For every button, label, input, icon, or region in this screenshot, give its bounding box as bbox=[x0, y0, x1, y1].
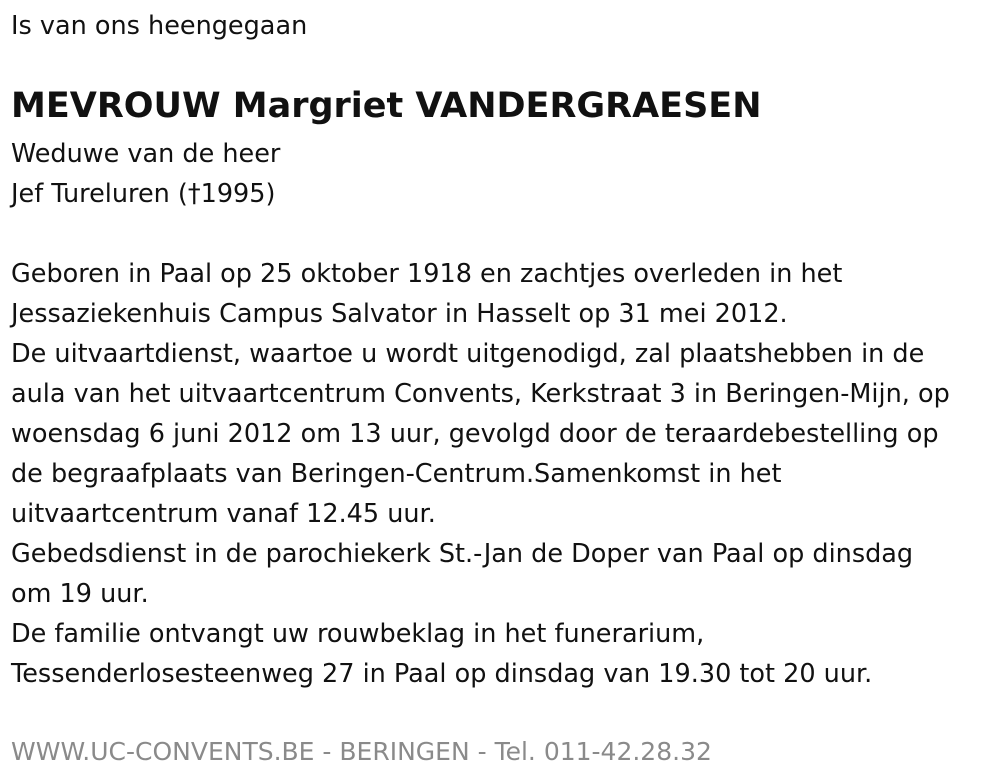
deceased-name: MEVROUW Margriet VANDERGRAESEN bbox=[11, 86, 762, 126]
body-line: De uitvaartdienst, waartoe u wordt uitgenodigd, zal plaatshebben in de bbox=[11, 339, 925, 369]
body-line: De familie ontvangt uw rouwbeklag in het funerarium, bbox=[11, 619, 705, 649]
body-line: Geboren in Paal op 25 oktober 1918 en zachtjes overleden in het bbox=[11, 259, 843, 289]
footer-contact: WWW.UC-CONVENTS.BE - BERINGEN - Tel. 011-42.28.32 bbox=[11, 737, 712, 766]
body-line: Gebedsdienst in de parochiekerk St.-Jan de Doper van Paal op dinsdag bbox=[11, 539, 914, 569]
body-line: Tessenderlosesteenweg 27 in Paal op dinsdag van 19.30 tot 20 uur. bbox=[11, 659, 873, 689]
notice-body bbox=[11, 254, 950, 694]
body-line: om 19 uur. bbox=[11, 579, 149, 609]
body-line: woensdag 6 juni 2012 om 13 uur, gevolgd door de teraardebestelling op bbox=[11, 419, 939, 449]
spouse-line: Weduwe van de heer bbox=[11, 139, 281, 169]
spouse-line: Jef Tureluren (†1995) bbox=[11, 179, 276, 209]
spouse-block bbox=[11, 134, 280, 214]
body-line: uitvaartcentrum vanaf 12.45 uur. bbox=[11, 499, 436, 529]
body-line: de begraafplaats van Beringen-Centrum.Samenkomst in het bbox=[11, 459, 782, 489]
intro-text: Is van ons heengegaan bbox=[11, 11, 308, 41]
body-line: aula van het uitvaartcentrum Convents, Kerkstraat 3 in Beringen-Mijn, op bbox=[11, 379, 950, 409]
body-line: Jessaziekenhuis Campus Salvator in Hasselt op 31 mei 2012. bbox=[11, 299, 788, 329]
